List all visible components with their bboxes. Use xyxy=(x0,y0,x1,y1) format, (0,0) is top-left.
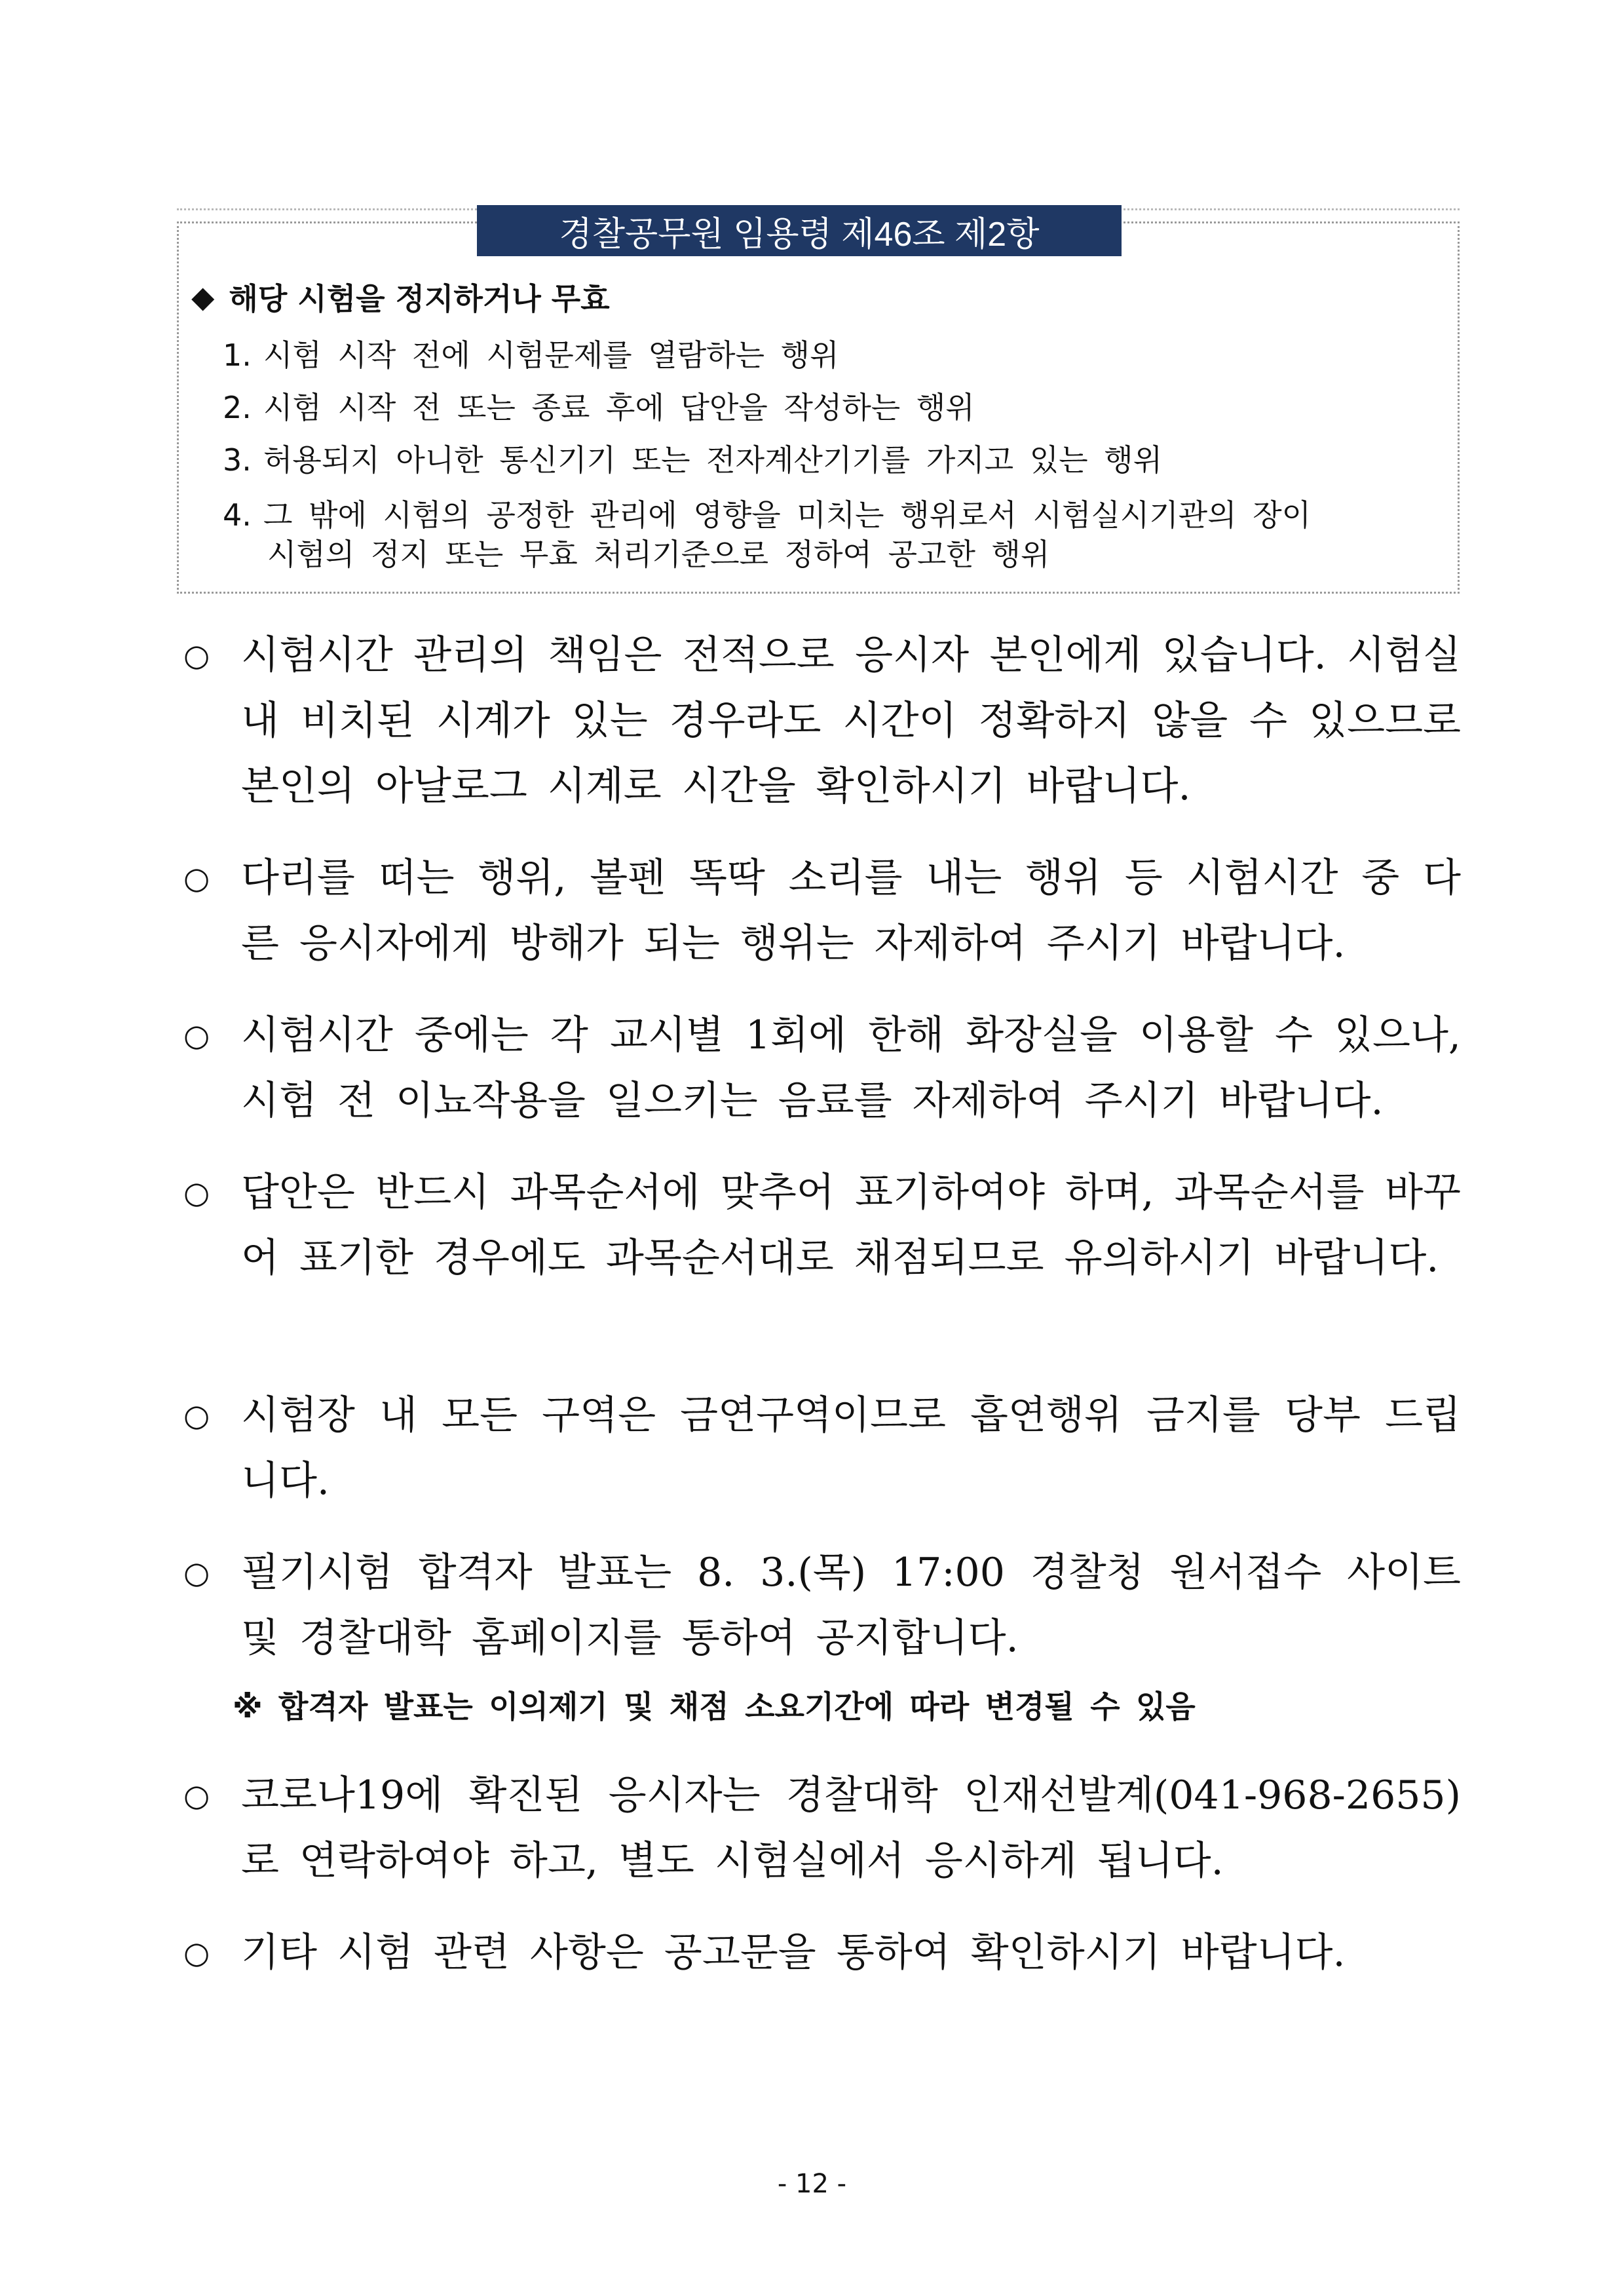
regulation-title: 경찰공무원 임용령 제46조 제2항 xyxy=(477,205,1122,256)
circle-bullet-icon: ○ xyxy=(183,860,210,896)
circle-bullet-icon: ○ xyxy=(183,1935,210,1970)
notice-paragraph: ○ 답안은 반드시 과목순서에 맞추어 표기하여야 하며, 과목순서를 바꾸어 표기한 경우에도 과목순서대로 채점되므로 유의하시기 바랍니다. xyxy=(183,1160,1461,1291)
notice-paragraph: ○ 시험시간 중에는 각 교시별 1회에 한해 화장실을 이용할 수 있으나, 시험 전 이뇨작용을 일으키는 음료를 자제하여 주시기 바랍니다. xyxy=(183,1003,1461,1134)
notice-paragraph: ○ 시험시간 관리의 책임은 전적으로 응시자 본인에게 있습니다. 시험실 내 비치된 시계가 있는 경우라도 시간이 정확하지 않을 수 있으므로 본인의 아날로그 시계로 시간을 확인하시기 바랍니다. xyxy=(183,622,1461,819)
notice-paragraph: ○ 기타 시험 관련 사항은 공고문을 통하여 확인하시기 바랍니다. xyxy=(183,1920,1461,1985)
diamond-icon: ◆ xyxy=(191,279,215,315)
circle-bullet-icon: ○ xyxy=(183,1175,210,1210)
announcement-note: ※ 합격자 발표는 이의제기 및 채점 소요기간에 따라 변경될 수 있음 xyxy=(233,1689,1196,1725)
regulation-item: 2. 시험 시작 전 또는 종료 후에 답안을 작성하는 행위 xyxy=(223,390,975,425)
regulation-item: 4. 그 밖에 시험의 공정한 관리에 영향을 미치는 행위로서 시험실시기관의 장이 시험의 정지 또는 무효 처리기준으로 정하여 공고한 행위 xyxy=(223,497,1312,572)
circle-bullet-icon: ○ xyxy=(183,1398,210,1433)
regulation-item: 1. 시험 시작 전에 시험문제를 열람하는 행위 xyxy=(223,337,839,373)
regulation-heading-text: 해당 시험을 정지하거나 무효 xyxy=(229,281,610,316)
page-number: - 12 - xyxy=(777,2169,847,2199)
circle-bullet-icon: ○ xyxy=(183,638,210,673)
regulation-item: 3. 허용되지 아니한 통신기기 또는 전자계산기기를 가지고 있는 행위 xyxy=(223,442,1163,478)
notice-paragraph: ○ 필기시험 합격자 발표는 8. 3.(목) 17:00 경찰청 원서접수 사이트 및 경찰대학 홈페이지를 통하여 공지합니다. xyxy=(183,1540,1461,1671)
circle-bullet-icon: ○ xyxy=(183,1018,210,1053)
circle-bullet-icon: ○ xyxy=(183,1555,210,1590)
notice-paragraph: ○ 시험장 내 모든 구역은 금연구역이므로 흡연행위 금지를 당부 드립니다. xyxy=(183,1383,1461,1514)
notice-paragraph: ○ 코로나19에 확진된 응시자는 경찰대학 인재선발계(041-968-2655)로 연락하여야 하고, 별도 시험실에서 응시하게 됩니다. xyxy=(183,1763,1461,1894)
regulation-heading xyxy=(191,275,610,318)
circle-bullet-icon: ○ xyxy=(183,1778,210,1813)
notice-paragraph: ○ 다리를 떠는 행위, 볼펜 똑딱 소리를 내는 행위 등 시험시간 중 다른 응시자에게 방해가 되는 행위는 자제하여 주시기 바랍니다. xyxy=(183,845,1461,976)
